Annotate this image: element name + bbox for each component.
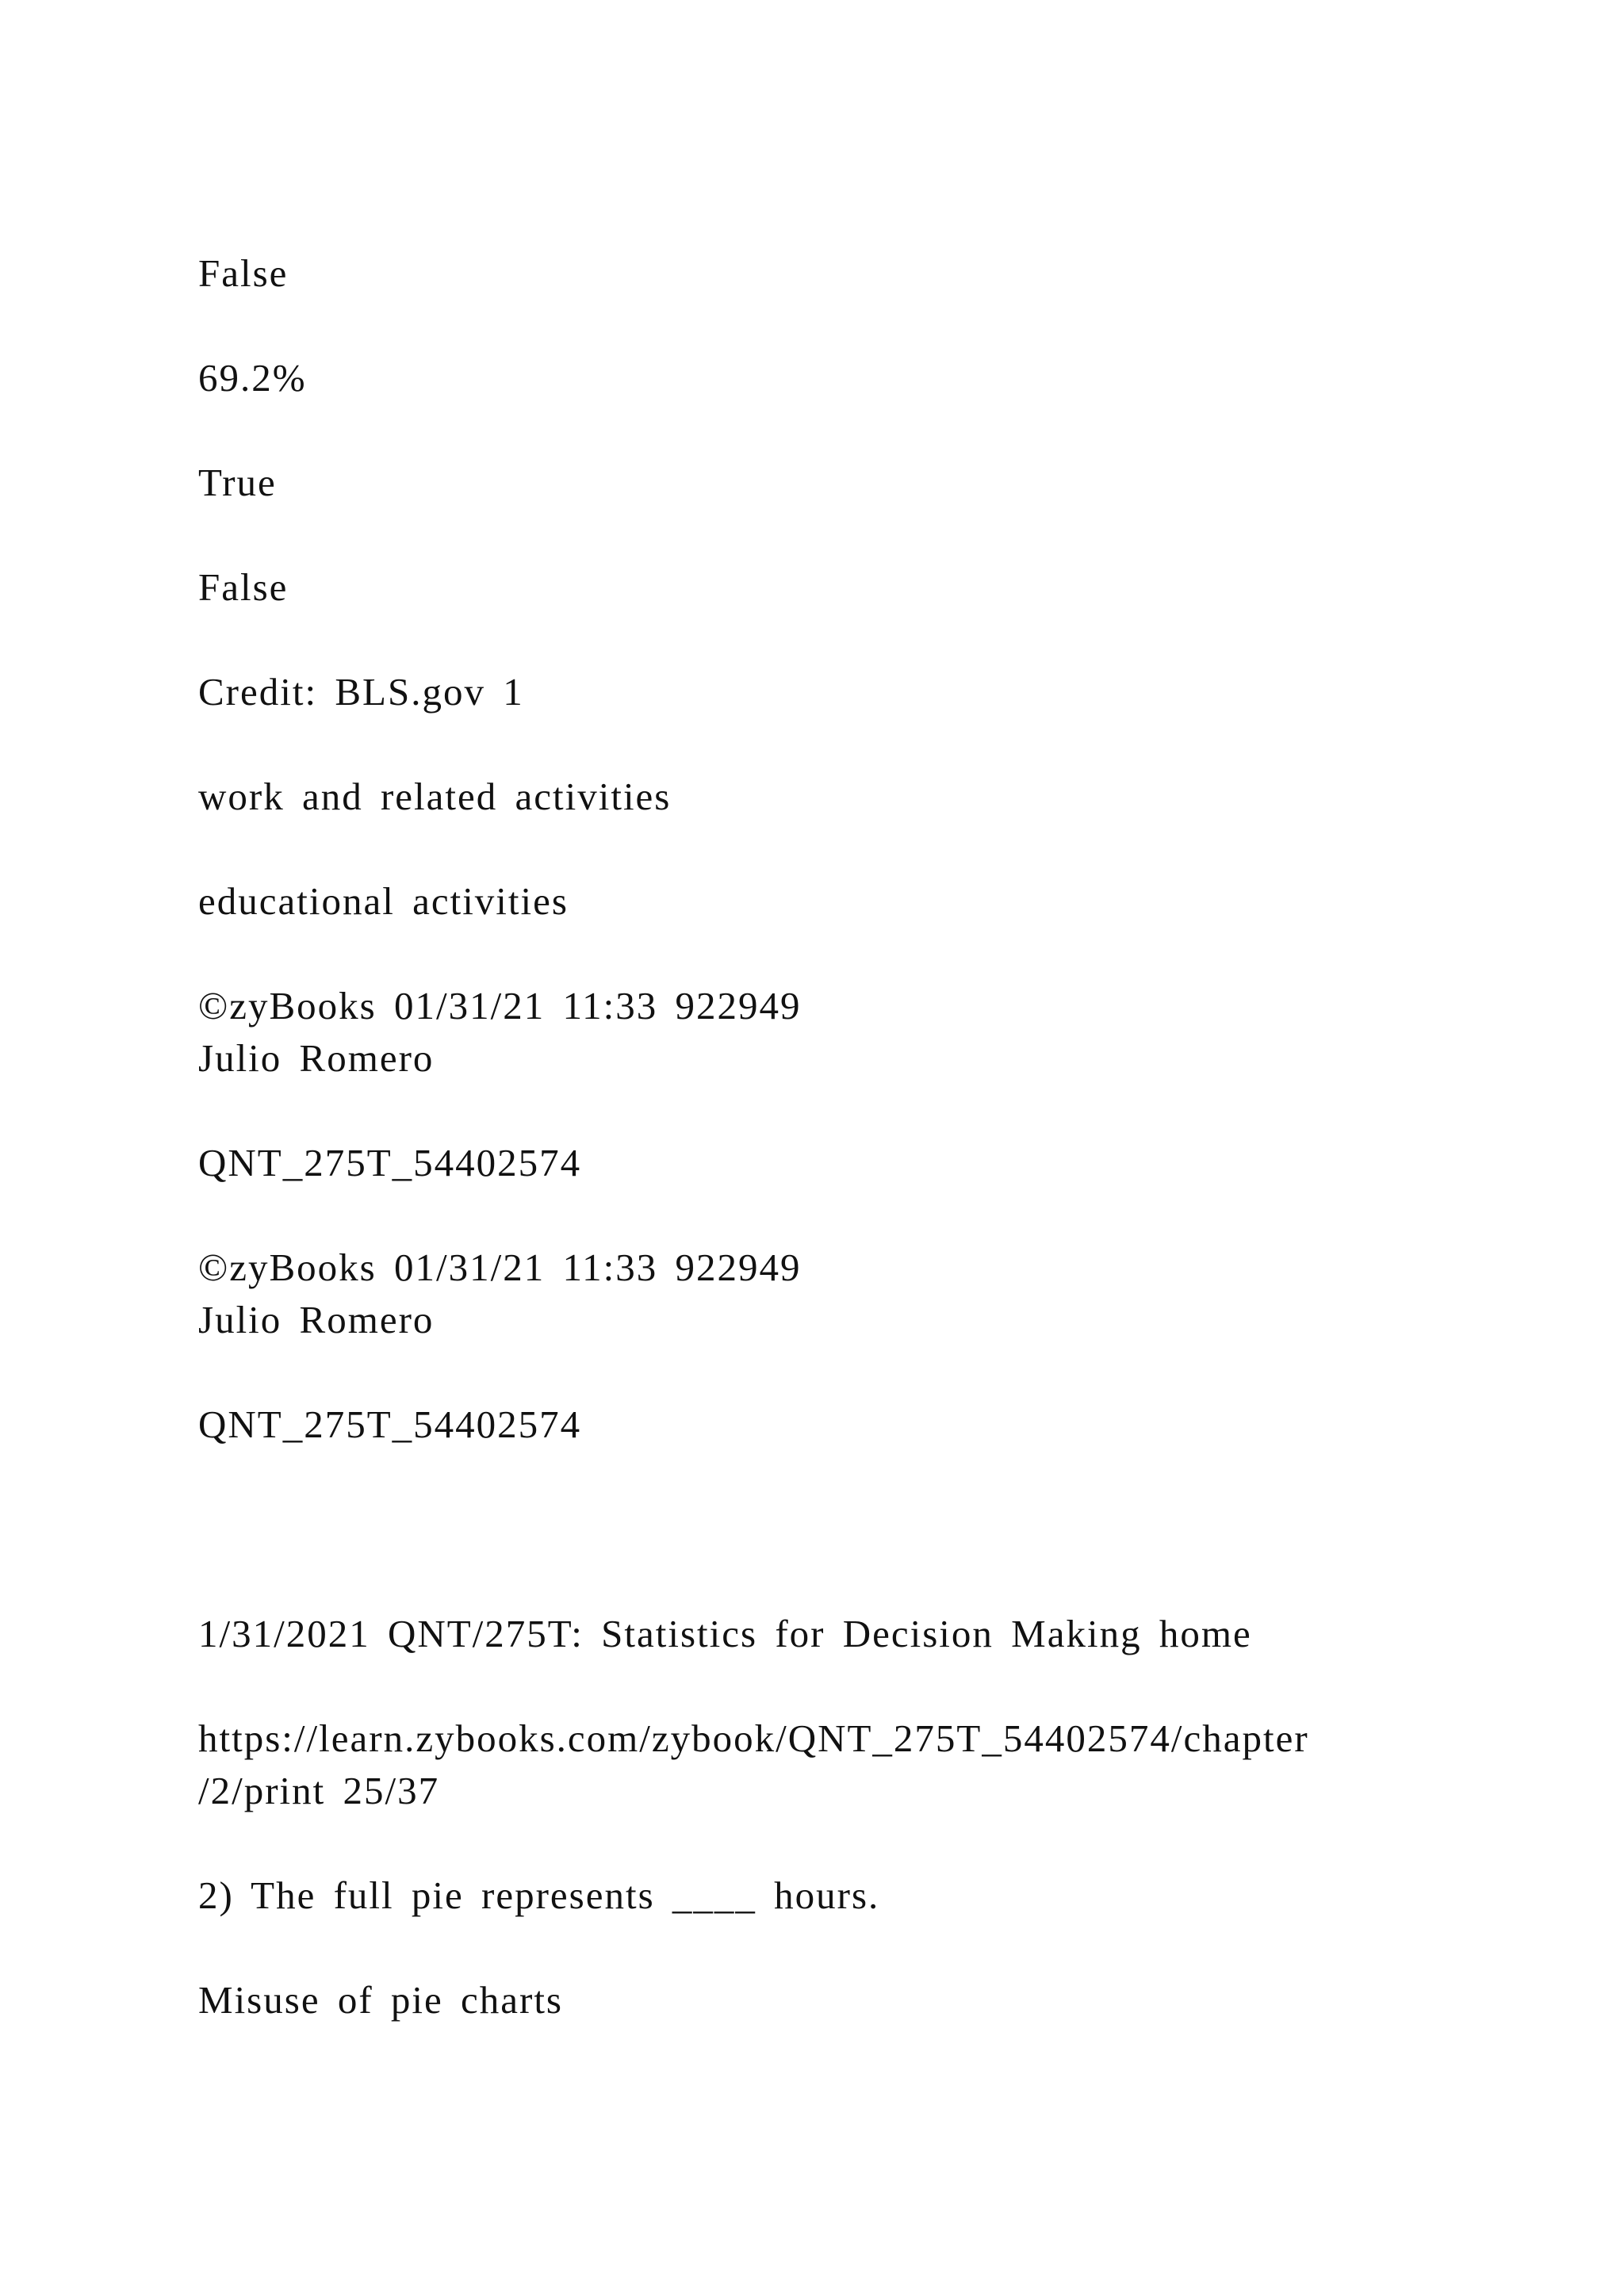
question-text: 2) The full pie represents ____ hours. (198, 1873, 880, 1917)
watermark-course-code: QNT_275T_54402574 (198, 1402, 582, 1446)
answer-option-true: True (198, 461, 277, 504)
watermark-course-code: QNT_275T_54402574 (198, 1141, 582, 1184)
image-credit: Credit: BLS.gov 1 (198, 670, 524, 714)
category-label: educational activities (198, 879, 569, 923)
watermark-user-name: Julio Romero (198, 1036, 435, 1080)
watermark-copyright: ©zyBooks 01/31/21 11:33 922949 (198, 984, 802, 1027)
watermark-copyright: ©zyBooks 01/31/21 11:33 922949 (198, 1246, 802, 1289)
category-label: work and related activities (198, 775, 672, 818)
print-header-url: https://learn.zybooks.com/zybook/QNT_275T_54402574/chapter (198, 1716, 1309, 1760)
answer-value-percent: 69.2% (198, 356, 307, 400)
print-header-page-number: /2/print 25/37 (198, 1769, 440, 1812)
answer-option-false: False (198, 251, 289, 295)
print-header-title: 1/31/2021 QNT/275T: Statistics for Decision Making home (198, 1612, 1252, 1655)
section-heading: Misuse of pie charts (198, 1978, 563, 2022)
watermark-user-name: Julio Romero (198, 1298, 435, 1341)
answer-option-false: False (198, 565, 289, 609)
